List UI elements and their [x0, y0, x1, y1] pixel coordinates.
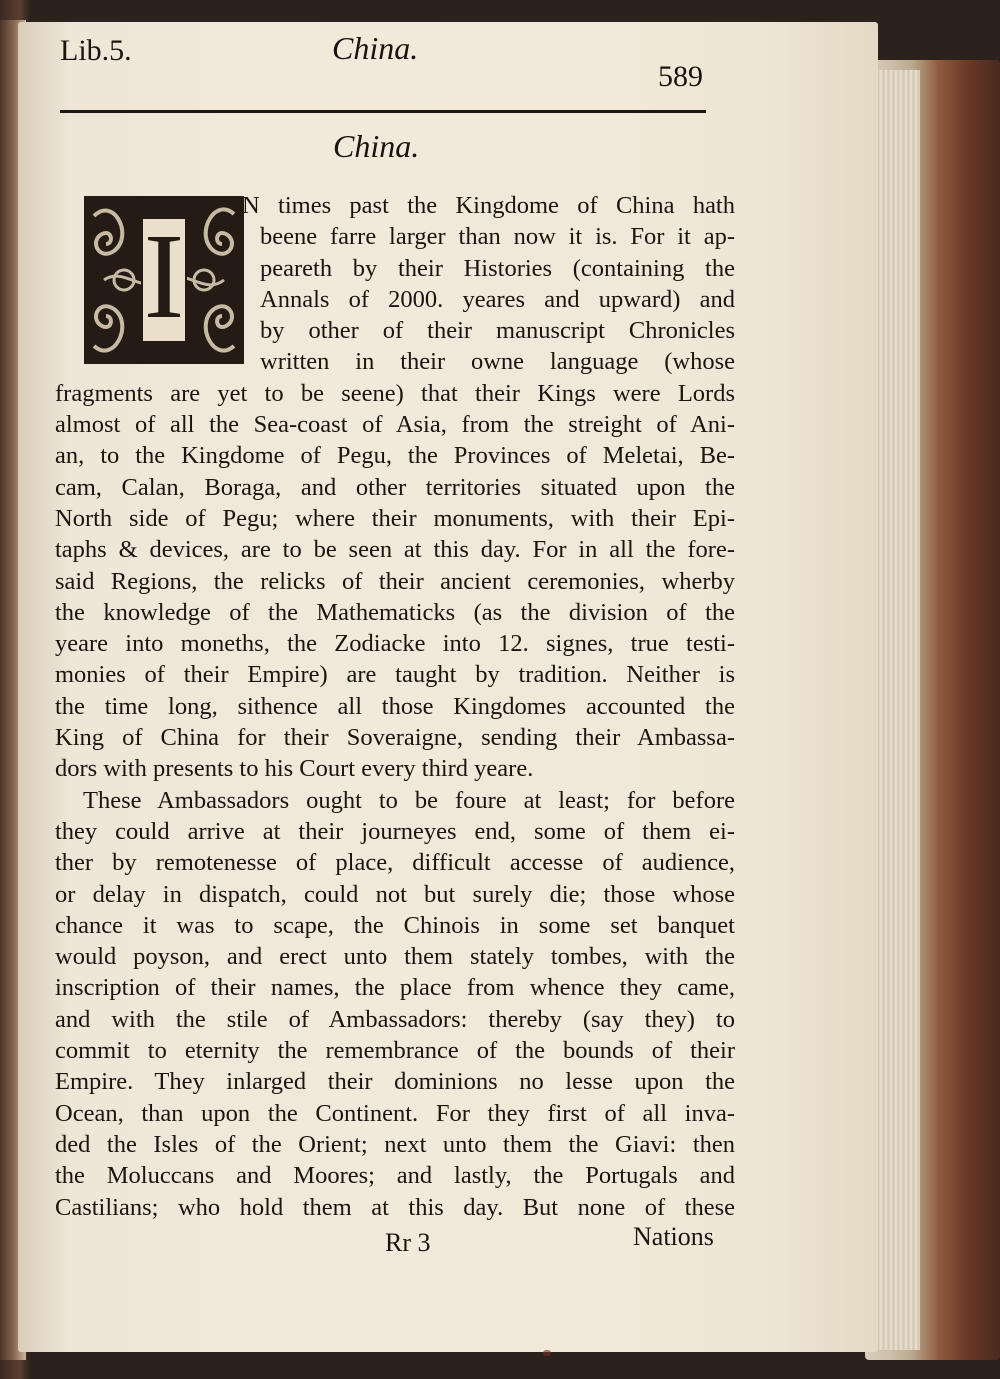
text-line: inscription of their names, the place from whence they came, — [55, 974, 735, 1002]
text-line: Annals of 2000. yeares and upward) and — [260, 285, 735, 313]
chapter-title: China. — [333, 128, 420, 164]
signature-mark: Rr 3 — [385, 1228, 431, 1257]
text-line: they could arrive at their journeyes end, some of them ei- — [55, 817, 735, 845]
text-line: would poyson, and erect unto them stately tombes, with the — [55, 943, 735, 971]
text-line: peareth by their Histories (containing the — [260, 254, 735, 282]
text-line: Ocean, than upon the Continent. For they first of all inva- — [55, 1099, 735, 1127]
text-line: taphs & devices, are to be seen at this day. For in all the fore- — [55, 536, 735, 564]
text-line: the Moluccans and Moores; and lastly, the Portugals and — [55, 1162, 735, 1190]
header-rule — [60, 110, 706, 113]
text-line: an, to the Kingdome of Pegu, the Provinces of Meletai, Be- — [55, 442, 735, 470]
text-line: ther by remotenesse of place, difficult accesse of audience, — [55, 849, 735, 877]
text-line: almost of all the Sea-coast of Asia, from the streight of Ani- — [55, 411, 735, 439]
text-line: commit to eternity the remembrance of the bounds of their — [55, 1037, 735, 1065]
text-line: the knowledge of the Mathematicks (as the division of the — [55, 598, 735, 626]
text-line: the time long, sithence all those Kingdomes accounted the — [55, 692, 735, 720]
text-line: by other of their manuscript Chronicles — [260, 317, 735, 345]
text-line: said Regions, the relicks of their ancient ceremonies, wherby — [55, 567, 735, 595]
text-line: or delay in dispatch, could not but surely die; those whose — [55, 880, 735, 908]
text-line: and with the stile of Ambassadors: thereby (say they) to — [55, 1005, 735, 1033]
text-line: yeare into moneths, the Zodiacke into 12. signes, true testi- — [55, 630, 735, 658]
paper-blemish — [543, 1350, 551, 1356]
text-line: Empire. They inlarged their dominions no lesse upon the — [55, 1068, 735, 1096]
text-line: cam, Calan, Boraga, and other territories situated upon the — [55, 473, 735, 501]
text-line: Castilians; who hold them at this day. But none of these — [55, 1193, 735, 1221]
text-line: N times past the Kingdome of China hath — [242, 192, 735, 219]
page-header — [60, 30, 720, 93]
text-line: King of China for their Soveraigne, sending their Ambassa- — [55, 724, 735, 752]
catchword: Nations — [633, 1222, 714, 1251]
page-number: 589 — [658, 60, 703, 93]
text-line: These Ambassadors ought to be foure at least; for before — [83, 786, 735, 814]
text-line: monies of their Empire) are taught by tradition. Neither is — [55, 661, 735, 689]
text-line: written in their owne language (whose — [260, 348, 735, 376]
text-line: fragments are yet to be seene) that their Kings were Lords — [55, 379, 735, 407]
text-line: ded the Isles of the Orient; next unto them the Giavi: then — [55, 1130, 735, 1158]
text-line: dors with presents to his Court every third yeare. — [55, 755, 534, 783]
drop-cap-letter: I — [143, 209, 185, 344]
book-section-label: Lib.5. — [60, 34, 132, 67]
running-title: China. — [332, 30, 419, 66]
text-line: beene farre larger than now it is. For it ap- — [260, 223, 735, 251]
text-line: North side of Pegu; where their monuments, with their Epi- — [55, 504, 735, 532]
text-line: chance it was to scape, the Chinois in some set banquet — [55, 911, 735, 939]
body-text — [55, 190, 735, 1223]
